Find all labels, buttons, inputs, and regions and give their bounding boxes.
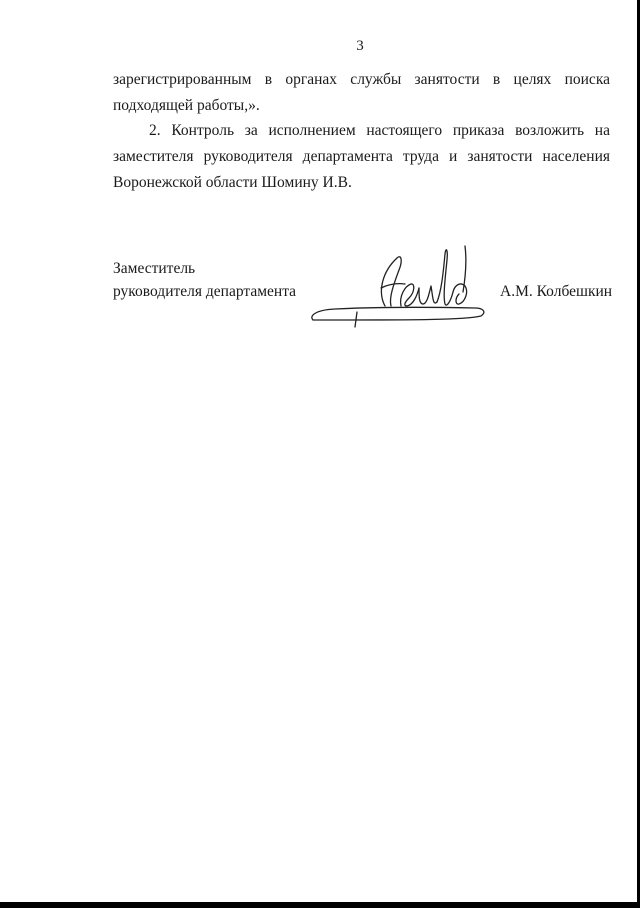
signatory-name: А.М. Колбешкин bbox=[500, 283, 613, 300]
signatory-title bbox=[113, 257, 296, 303]
page-number: 3 bbox=[356, 38, 364, 54]
handwritten-signature bbox=[305, 236, 495, 328]
signatory-title-line-1: Заместитель bbox=[113, 260, 196, 277]
paragraph-continuation: зарегистрированным в органах службы занятости в целях поиска подходящей работы,». bbox=[113, 71, 610, 114]
signatory-title-line-2: руководителя департамента bbox=[113, 283, 297, 300]
scan-edge-bottom bbox=[0, 902, 640, 908]
paragraph-control-clause: 2. Контроль за исполнением настоящего приказа возложить на заместителя руководителя департамента труда и занятости населения Воронежской области Шомину И.В. bbox=[113, 122, 610, 191]
